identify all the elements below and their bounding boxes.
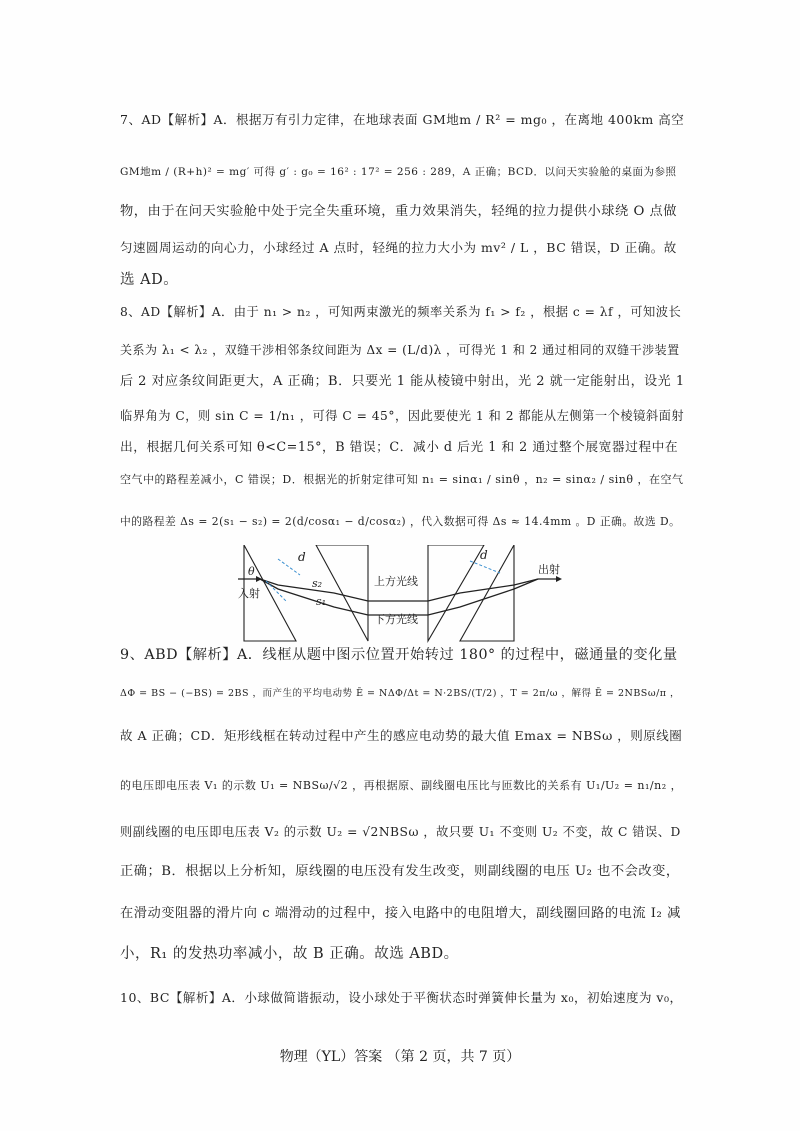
label-s1: s₁ [316,595,327,608]
label-s2: s₂ [312,577,323,590]
text-line: ΔΦ = BS − (−BS) = 2BS ，而产生的平均电动势 Ē = NΔΦ/Δt = N·2BS/(T/2) ，T = 2π/ω ，解得 Ē = 2NBSω/π ， [120,688,681,699]
text-line: 8、AD【解析】A．由于 n₁ > n₂ ，可知两束激光的频率关系为 f₁ > f₂ ，根据 c = λf ，可知波长 [120,305,682,319]
text-line: 出，根据几何关系可知 θ<C=15°，B 错误；C．减小 d 后光 1 和 2 通过整个展宽器过程中在 [120,440,679,455]
d-marker-2 [470,561,500,573]
text-line: 物，由于在问天实验舱中处于完全失重环境，重力效果消失，轻绳的拉力提供小球绕 O 点做 [120,204,678,219]
label-out: 出射 [538,563,560,576]
text-line: 小，R₁ 的发热功率减小，故 B 正确。故选 ABD。 [120,946,459,962]
label-theta: θ [248,565,255,578]
text-line: 9、ABD【解析】A．线框从题中图示位置开始转过 180° 的过程中，磁通量的变化量 [120,647,678,663]
text-line: 匀速圆周运动的向心力，小球经过 A 点时，轻绳的拉力大小为 mv² / L ，BC 错误，D 正确。故 [120,240,677,255]
label-lower: 下方光线 [374,613,418,626]
arrow-icon [556,576,562,582]
text-line: 则副线圈的电压即电压表 V₂ 的示数 U₂ = √2NBSω ，故只要 U₁ 不变则 U₂ 不变，故 C 错误、D [120,825,681,839]
text-line: 正确；B．根据以上分析知，原线圈的电压没有发生改变，则副线圈的电压 U₂ 也不会改变， [120,864,680,879]
text-line: 10、BC【解析】A．小球做简谐振动，设小球处于平衡状态时弹簧伸长量为 x₀，初始速度为 v₀， [120,990,683,1005]
text-line: 中的路程差 Δs = 2(s₁ − s₂) = 2(d/cosα₁ − d/cosα₂) ，代入数据可得 Δs ≈ 14.4mm 。D 正确。故选 D。 [120,515,681,528]
text-line: 的电压即电压表 V₁ 的示数 U₁ = NBSω/√2 ，再根据原、副线圈电压比与匝数比的关系有 U₁/U₂ = n₁/n₂ ， [120,779,683,792]
text-line: 故 A 正确；CD．矩形线框在转动过程中产生的感应电动势的最大值 Emax = NBSω ，则原线圈 [120,728,683,743]
text-line: 空气中的路程差减小，C 错误；D．根据光的折射定律可知 n₁ = sinα₁ / sinθ ，n₂ = sinα₂ / sinθ ，在空气 [120,473,684,486]
label-upper: 上方光线 [374,575,418,588]
label-d1: d [298,550,306,564]
d-marker-1 [278,559,300,575]
text-line: 7、AD【解析】A．根据万有引力定律，在地球表面 GM地m / R² = mg₀ ，在离地 400km 高空 [120,112,685,127]
text-line: 选 AD。 [120,272,179,288]
label-in: 入射 [238,587,260,600]
prism-figure [238,545,568,645]
text-line: 后 2 对应条纹间距更大，A 正确；B．只要光 1 能从棱镜中射出，光 2 就一定能射出，设光 1 [120,374,685,389]
page-footer: 物理（YL）答案 （第 2 页，共 7 页） [279,1049,521,1065]
text-line: 临界角为 C，则 sin C = 1/n₁ ，可得 C = 45°，因此要使光 1 和 2 都能从左侧第一个棱镜斜面射 [120,409,685,423]
text-line: 在滑动变阻器的滑片向 c 端滑动的过程中，接入电路中的电阻增大，副线圈回路的电流 I₂ 减 [120,906,681,921]
prism-2 [316,545,368,641]
text-line: GM地m / (R+h)² = mg′ 可得 g′ : g₀ = 16² : 17² = 256 : 289，A 正确；BCD．以问天实验舱的桌面为参照 [120,166,677,178]
prism-3 [428,545,484,641]
label-d2: d [480,548,488,562]
text-line: 关系为 λ₁ < λ₂ ，双缝干涉相邻条纹间距为 Δx = (L/d)λ ，可得光 1 和 2 通过相同的双缝干涉装置 [120,343,680,357]
